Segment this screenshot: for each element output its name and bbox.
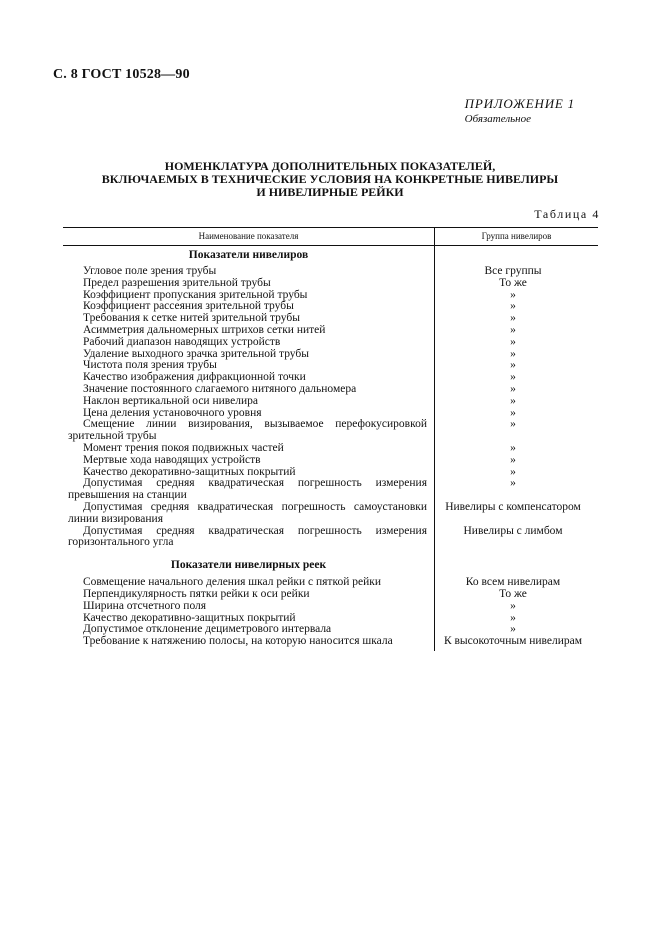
document-title-line: ВКЛЮЧАЕМЫХ В ТЕХНИЧЕСКИЕ УСЛОВИЯ НА КОНКРЕТНЫЕ НИВЕЛИРЫ [101,172,559,186]
indicator-name: Качество декоративно-защитных покрытий [83,465,296,478]
column-divider [434,246,435,651]
indicator-name: Коэффициент рассеяния зрительной трубы [83,300,294,313]
instrument-group: » [510,623,516,636]
instrument-group: Нивелиры с компенсатором [445,500,581,513]
indicator-name: Цена деления установочного уровня [83,406,262,419]
indicator-name: Качество изображения дифракционной точки [83,371,306,384]
table-row [63,325,598,337]
indicator-name: Допустимая средняя квадратическая погрешность самоустановки линии визирования [68,500,427,525]
page-header: С. 8 ГОСТ 10528—90 [53,67,190,82]
column-header-group: Группа нивелиров [481,231,552,241]
instrument-group: » [510,382,516,395]
column-header-name: Наименование показателя [63,228,435,245]
table-rows [63,246,598,651]
table-row [63,278,598,290]
table-row [63,443,598,455]
table-body [63,246,598,651]
document-title-line: НОМЕНКЛАТУРА ДОПОЛНИТЕЛЬНЫХ ПОКАЗАТЕЛЕЙ, [164,159,496,173]
instrument-group: » [510,371,516,384]
instrument-group: » [510,453,516,466]
document-title [60,160,600,199]
instrument-group: » [510,441,516,454]
indicator-name: Наклон вертикальной оси нивелира [83,394,258,407]
indicator-name: Удаление выходного зрачка зрительной трубы [83,347,309,360]
indicator-name: Мертвые хода наводящих устройств [83,453,261,466]
indicator-name: Допустимое отклонение дециметрового интервала [83,623,332,636]
document-title-line: И НИВЕЛИРНЫЕ РЕЙКИ [256,185,404,199]
appendix-title: ПРИЛОЖЕНИЕ 1 [464,96,575,111]
indicators-table [63,227,598,651]
indicator-name: Требования к сетке нитей зрительной трубы [83,312,300,325]
indicator-name: Смещение линии визирования, вызываемое перефокусировкой зрительной трубы [68,418,427,443]
appendix-subtitle: Обязательное [464,113,531,125]
indicator-name: Допустимая средняя квадратическая погрешность измерения горизонтального угла [68,524,427,549]
indicator-name: Рабочий диапазон наводящих устройств [83,335,281,348]
instrument-group: » [510,359,516,372]
instrument-group: » [510,418,516,431]
indicator-name: Предел разрешения зрительной трубы [83,276,271,289]
indicator-name: Требование к натяжению полосы, на которую наносится шкала [83,635,393,648]
indicator-name: Момент трения покоя подвижных частей [83,441,284,454]
instrument-group: Ко всем нивелирам [465,576,561,589]
instrument-group: » [510,465,516,478]
indicator-name: Совмещение начального деления шкал рейки с пяткой рейки [83,576,381,589]
instrument-group: Нивелиры с лимбом [463,524,563,537]
instrument-group: » [510,300,516,313]
indicator-name: Ширина отсчетного поля [83,599,207,612]
table-row [63,337,598,349]
instrument-group: То же [499,276,527,289]
instrument-group: » [510,599,516,612]
table-row [63,396,598,408]
section-title: Показатели нивелиров [188,249,309,261]
table-row [63,589,598,601]
instrument-group: » [510,394,516,407]
instrument-group: Все группы [484,265,542,277]
instrument-group: » [510,406,516,419]
table-row [63,502,598,526]
table-row [63,526,598,550]
instrument-group: » [510,347,516,360]
table-row [63,419,598,443]
instrument-group: То же [499,587,527,600]
indicator-name: Значение постоянного слагаемого нитяного дальномера [83,382,357,395]
instrument-group: К высокоточным нивелирам [443,635,583,648]
indicator-name: Угловое поле зрения трубы [83,265,217,277]
instrument-group: » [510,335,516,348]
indicator-name: Асимметрия дальномерных штрихов сетки нитей [83,323,326,336]
table-row [63,636,598,648]
table-header [63,227,598,246]
indicator-name: Качество декоративно-защитных покрытий [83,611,296,624]
table-row [63,478,598,502]
indicator-name: Чистота поля зрения трубы [83,359,217,372]
table-row [63,601,598,613]
instrument-group: » [510,288,516,301]
table-label: Таблица 4 [534,207,600,221]
indicator-name: Коэффициент пропускания зрительной трубы [83,288,308,301]
appendix-block [465,96,575,125]
section-title: Показатели нивелирных реек [170,559,327,572]
table-row [63,384,598,396]
instrument-group: » [510,323,516,336]
instrument-group: » [510,477,516,490]
instrument-group: » [510,312,516,325]
indicator-name: Допустимая средняя квадратическая погрешность измерения превышения на станции [68,477,427,502]
instrument-group: » [510,611,516,624]
indicator-name: Перпендикулярность пятки рейки к оси рейки [83,587,310,600]
table-row [63,455,598,467]
